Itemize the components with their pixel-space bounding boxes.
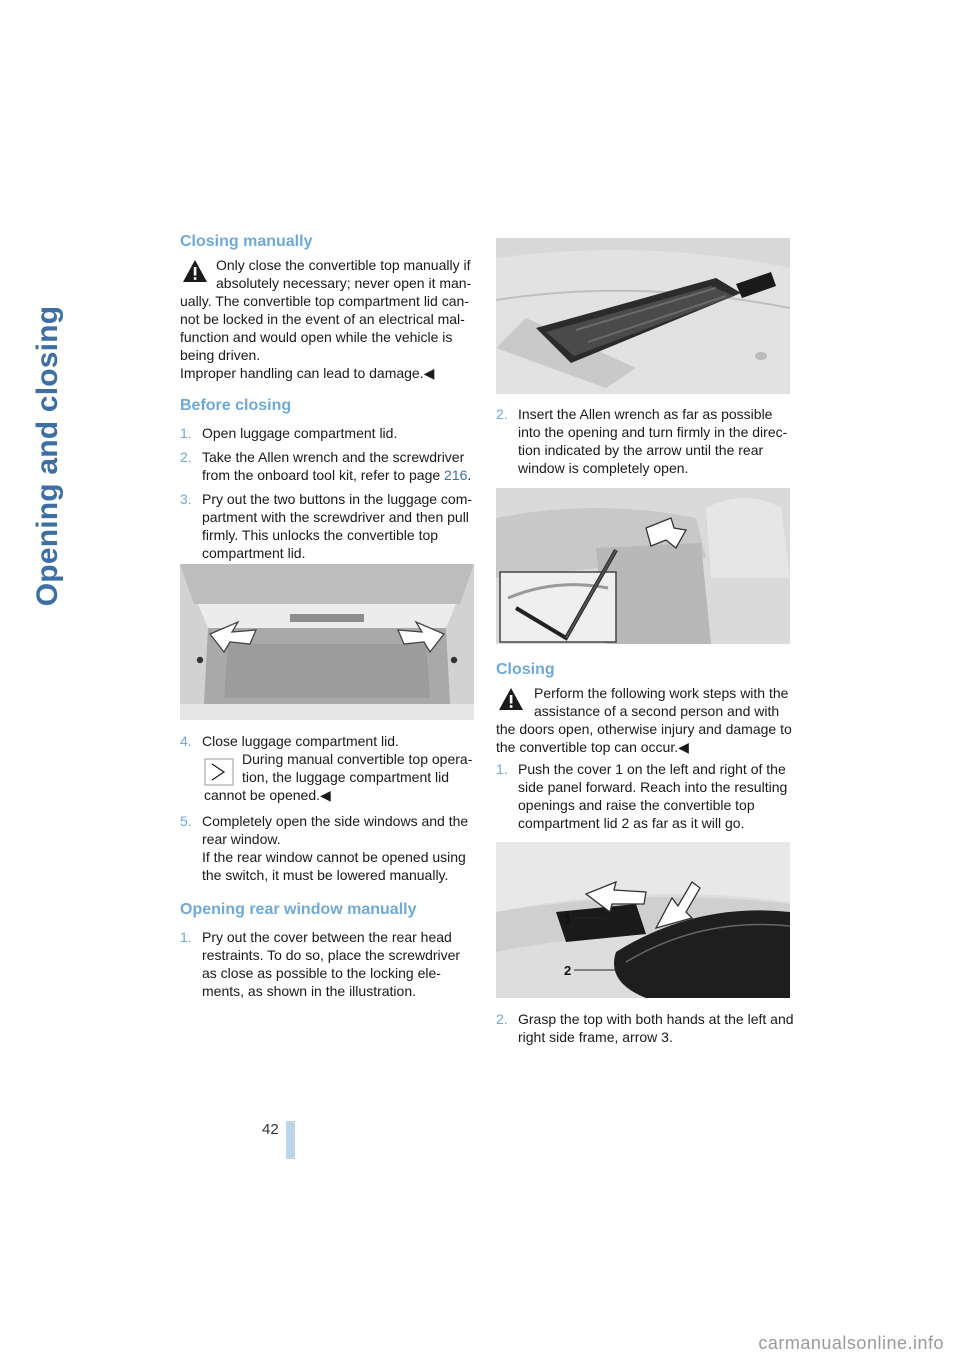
list-item: [180, 424, 480, 442]
step-number: 5.: [180, 813, 192, 829]
step-text: restraints. To do so, place the screwdriver: [202, 947, 461, 963]
note-head: [242, 750, 482, 786]
step-number: 2.: [180, 449, 192, 465]
convertible-top-lid-illustration: [496, 842, 790, 998]
warning-text-line: absolutely necessary; never open it man-: [216, 275, 472, 291]
warning-closing-head: [534, 684, 804, 720]
section-side-title: [28, 226, 68, 686]
step-number: 4.: [180, 733, 192, 749]
list-item: [496, 1010, 796, 1046]
step-number: 2.: [496, 406, 508, 422]
warning-text-line: the convertible top can occur.◀: [496, 739, 689, 755]
step-number: 1.: [496, 761, 508, 777]
step-text: Pry out the two buttons in the luggage com-: [202, 491, 473, 507]
step-text: Push the cover 1 on the left and right of the: [518, 761, 786, 777]
warning-text-line: being driven.: [180, 347, 261, 363]
note-tail: [204, 786, 480, 804]
warning-text-line: Perform the following work steps with the: [534, 685, 789, 701]
step-text: partment with the screwdriver and then pull: [202, 509, 469, 525]
warning-text-line: ually. The convertible top compartment lid can-: [180, 293, 469, 309]
note-text-line: During manual convertible top opera-: [242, 751, 473, 767]
list-item: [180, 448, 480, 484]
figure-label-2: 2: [564, 963, 572, 978]
right-step-2-block: [496, 405, 796, 477]
step-text: openings and raise the convertible top: [518, 797, 755, 813]
rear-window-opening-drawing: [496, 488, 790, 644]
step-text: compartment lid 2 as far as it will go.: [518, 815, 745, 831]
step-text: right side frame, arrow 3.: [518, 1029, 673, 1045]
step-text-part: .: [467, 467, 472, 483]
step-text: Pry out the cover between the rear head: [202, 929, 452, 945]
before-closing-section: [180, 396, 480, 562]
step-text: rear window.: [202, 831, 281, 847]
warning-text-line: not be locked in the event of an electrical mal-: [180, 311, 465, 327]
heading-closing: Closing: [496, 661, 555, 678]
allen-wrench-illustration: [496, 238, 790, 394]
closing-step-1-block: [496, 760, 796, 832]
step-text: into the opening and turn firmly in the direc-: [518, 424, 788, 440]
heading-opening-rear-window: Opening rear window manually: [180, 901, 417, 918]
list-item: [180, 490, 480, 562]
page-number-bar: [286, 1121, 295, 1159]
step-text: Completely open the side windows and the: [202, 813, 469, 829]
step-text: [202, 466, 480, 484]
step-text: Close luggage compartment lid.: [202, 733, 399, 749]
step-text: Open luggage compartment lid.: [202, 425, 398, 441]
step-number: 1.: [180, 929, 192, 945]
heading-before-closing: Before closing: [180, 397, 292, 414]
warning-text-line: assistance of a second person and with: [534, 703, 780, 719]
figure-label-1: 1: [564, 911, 572, 926]
warning-closing-manually-body: [180, 292, 480, 382]
step-text: Take the Allen wrench and the screwdriver: [202, 449, 465, 465]
step-text: tion indicated by the arrow until the rear: [518, 442, 764, 458]
list-item: [180, 928, 480, 1000]
step-text: Insert the Allen wrench as far as possible: [518, 406, 773, 422]
step-text: side panel forward. Reach into the resulting: [518, 779, 788, 795]
step-5-block: [180, 812, 480, 884]
warning-closing-manually-head: [216, 256, 486, 292]
luggage-compartment-illustration: [180, 564, 474, 720]
opening-rear-window-section: [180, 900, 480, 1000]
step-number: 2.: [496, 1011, 508, 1027]
warning-triangle-icon: [182, 258, 208, 284]
list-item: [496, 760, 796, 832]
step-text: window is completely open.: [518, 460, 689, 476]
step-text: Grasp the top with both hands at the left and: [518, 1011, 794, 1027]
list-item: [180, 812, 480, 884]
watermark: carmanualsonline.info: [758, 1333, 944, 1353]
warning-text-line: Only close the convertible top manually if: [216, 257, 471, 273]
step-text: the switch, it must be lowered manually.: [202, 867, 449, 883]
step-number: 1.: [180, 425, 192, 441]
convertible-top-lid-drawing: [496, 842, 790, 998]
step-number: 3.: [180, 491, 192, 507]
side-title-text: Opening and closing: [31, 305, 65, 607]
step-text: If the rear window cannot be opened using: [202, 849, 466, 865]
closing-section: [496, 660, 796, 680]
allen-wrench-drawing: [496, 238, 790, 394]
step-4-block: [180, 732, 480, 750]
step-text: as close as possible to the locking ele-: [202, 965, 441, 981]
left-column: [180, 232, 480, 252]
rear-window-opening-illustration: [496, 488, 790, 644]
list-item: [496, 405, 796, 477]
warning-closing-body: [496, 720, 796, 756]
note-icon: [204, 758, 234, 786]
warning-triangle-icon: [498, 686, 524, 712]
warning-text-line: Improper handling can lead to damage.◀: [180, 365, 435, 381]
page-number: 42: [262, 1121, 279, 1138]
step-text-part: from the onboard tool kit, refer to page: [202, 467, 445, 483]
step-text: compartment lid.: [202, 545, 306, 561]
luggage-compartment-drawing: [180, 564, 474, 720]
warning-text-line: the doors open, otherwise injury and damage to: [496, 721, 792, 737]
note-text-line: cannot be opened.◀: [204, 787, 331, 803]
heading-closing-manually: Closing manually: [180, 233, 313, 250]
page-link[interactable]: 216: [444, 467, 468, 483]
step-text: ments, as shown in the illustration.: [202, 983, 416, 999]
list-item: [180, 732, 480, 750]
note-text-line: tion, the luggage compartment lid: [242, 769, 450, 785]
step-text: firmly. This unlocks the convertible top: [202, 527, 439, 543]
closing-step-2-block: [496, 1010, 796, 1046]
warning-text-line: function and would open while the vehicle is: [180, 329, 453, 345]
